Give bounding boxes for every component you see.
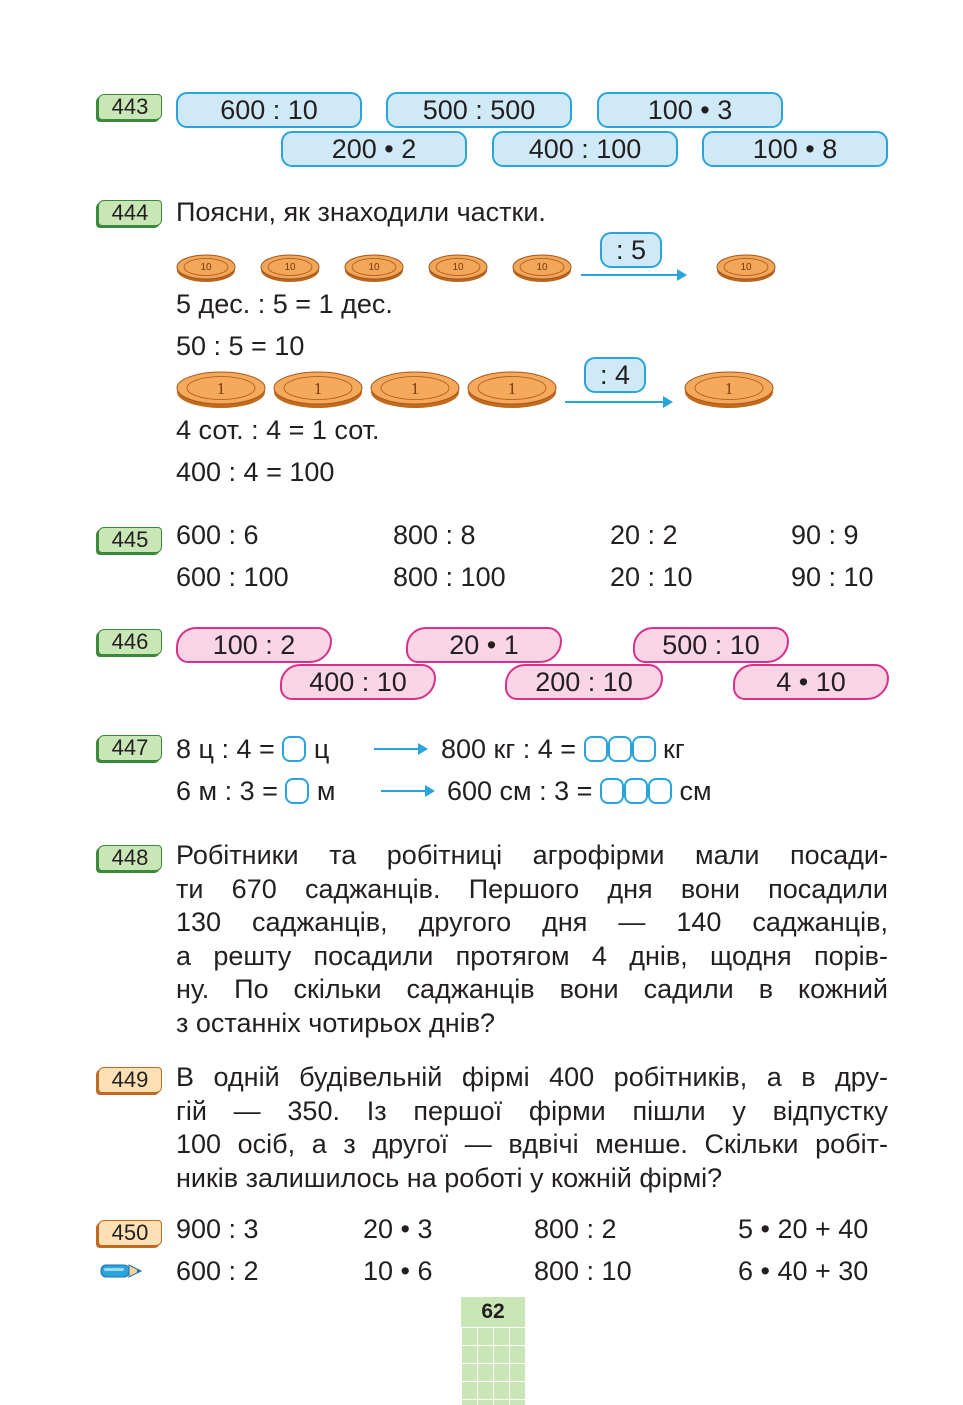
svg-text:10: 10 <box>284 262 296 273</box>
arrow-right-icon <box>381 790 433 792</box>
svg-text:10: 10 <box>368 262 380 273</box>
conversion-row-1 <box>176 733 329 765</box>
expression-text: 20 • 3 <box>363 1214 433 1244</box>
expression-box: 200 • 2 <box>281 131 467 167</box>
coin-10-icon <box>512 253 572 283</box>
word-problem-449 <box>176 1061 888 1195</box>
conversion-row-1b <box>441 733 685 765</box>
operation-box: : 4 <box>584 357 646 393</box>
coin-10-icon <box>428 253 488 283</box>
expression-text: 90 : 10 <box>791 562 874 592</box>
expression-text: 800 : 10 <box>534 1256 632 1286</box>
answer-box[interactable] <box>600 778 624 804</box>
answer-box[interactable] <box>648 778 672 804</box>
expression-cloud: 20 • 1 <box>406 627 562 663</box>
exercise-number-446: 446 <box>98 629 162 655</box>
problem-line: гій — 350. Із першої фірми пішли у відпустку <box>176 1095 888 1126</box>
unit-text: кг <box>663 734 685 764</box>
expression-cloud: 400 : 10 <box>280 664 436 700</box>
expression-box: 100 • 8 <box>702 131 888 167</box>
expression-box: 100 • 3 <box>597 92 783 128</box>
problem-line: 130 саджанців, другого дня — 140 саджанців, <box>176 907 888 937</box>
coin-1-icon <box>273 369 363 409</box>
instruction-text: Поясни, як знаходили частки. <box>176 197 546 227</box>
answer-box[interactable] <box>632 736 656 762</box>
expression-text: 6 • 40 + 30 <box>738 1256 869 1286</box>
expression-text: 800 : 2 <box>534 1214 617 1244</box>
unit-text: м <box>316 776 336 806</box>
expression-text: 900 : 3 <box>176 1214 259 1244</box>
pencil-icon <box>97 1260 143 1282</box>
equation-text: 8 ц : 4 = <box>176 734 275 764</box>
answer-box[interactable] <box>282 736 306 762</box>
equation-text: 4 сот. : 4 = 1 сот. <box>176 415 380 445</box>
coin-10-icon <box>260 253 320 283</box>
equation-text: 600 см : 3 = <box>447 776 593 806</box>
problem-line: Робітники та робітниці агрофірми мали посади- <box>176 840 888 870</box>
expression-box: 400 : 100 <box>492 131 678 167</box>
arrow-right-icon <box>581 274 685 276</box>
problem-line: а решту посадили протягом 4 днів, щодня порів- <box>176 940 888 971</box>
word-problem-448 <box>176 839 888 1040</box>
conversion-row-2b <box>447 775 712 807</box>
svg-text:1: 1 <box>507 379 517 398</box>
unit-text: см <box>679 776 712 806</box>
exercise-number-448: 448 <box>98 845 162 871</box>
equation-text: 400 : 4 = 100 <box>176 457 335 487</box>
equation-text: 6 м : 3 = <box>176 776 278 806</box>
arrow-right-icon <box>374 748 426 750</box>
exercise-number-443: 443 <box>98 94 162 120</box>
problem-line: ну. По скільки саджанців вони садили в кожний <box>176 974 888 1004</box>
svg-text:10: 10 <box>200 262 212 273</box>
expression-cloud: 4 • 10 <box>733 664 889 700</box>
expression-text: 800 : 8 <box>393 520 476 550</box>
problem-line: ників залишилось на роботі у кожній фірмі? <box>176 1162 723 1193</box>
expression-box: 500 : 500 <box>386 92 572 128</box>
problem-line: В одній будівельній фірмі 400 робітників, а в дру- <box>176 1062 888 1092</box>
coin-1-icon <box>467 369 557 409</box>
svg-text:1: 1 <box>313 379 323 398</box>
expression-cloud: 200 : 10 <box>505 664 663 700</box>
exercise-number-450: 450 <box>98 1220 162 1246</box>
svg-text:1: 1 <box>410 379 420 398</box>
svg-text:1: 1 <box>724 379 734 398</box>
svg-text:10: 10 <box>740 262 752 273</box>
problem-line: з останніх чотирьох днів? <box>176 1007 496 1038</box>
answer-box[interactable] <box>285 778 309 804</box>
page-number: 62 <box>481 1300 505 1323</box>
svg-text:10: 10 <box>536 262 548 273</box>
answer-box[interactable] <box>608 736 632 762</box>
equation-text: 50 : 5 = 10 <box>176 331 305 361</box>
svg-text:10: 10 <box>452 262 464 273</box>
answer-box[interactable] <box>624 778 648 804</box>
coin-1-icon <box>370 369 460 409</box>
expression-text: 20 : 10 <box>610 562 693 592</box>
answer-box[interactable] <box>584 736 608 762</box>
expression-text: 5 • 20 + 40 <box>738 1214 869 1244</box>
expression-cloud: 500 : 10 <box>633 627 789 663</box>
expression-text: 600 : 100 <box>176 562 289 592</box>
expression-box: 600 : 10 <box>176 92 362 128</box>
expression-text: 800 : 100 <box>393 562 506 592</box>
arrow-right-icon <box>565 401 671 403</box>
exercise-number-449: 449 <box>98 1067 162 1093</box>
expression-text: 90 : 9 <box>791 520 859 550</box>
problem-line: ти 670 саджанців. Першого дня вони посадили <box>176 873 888 904</box>
exercise-number-444: 444 <box>98 200 162 226</box>
exercise-number-447: 447 <box>98 735 162 761</box>
expression-cloud: 100 : 2 <box>176 627 332 663</box>
unit-text: ц <box>313 734 330 764</box>
coin-10-icon <box>176 253 236 283</box>
problem-line: 100 осіб, а з другої — вдвічі менше. Скільки робіт- <box>176 1129 888 1159</box>
conversion-row-2 <box>176 775 335 807</box>
svg-text:1: 1 <box>216 379 226 398</box>
exercise-number-445: 445 <box>98 527 162 553</box>
operation-box: : 5 <box>600 232 662 268</box>
expression-text: 600 : 6 <box>176 520 259 550</box>
coin-1-icon <box>684 369 774 409</box>
expression-text: 10 • 6 <box>363 1256 433 1286</box>
page-number-block <box>461 1297 525 1405</box>
expression-text: 600 : 2 <box>176 1256 259 1286</box>
equation-text: 5 дес. : 5 = 1 дес. <box>176 289 393 319</box>
expression-text: 20 : 2 <box>610 520 678 550</box>
coin-1-icon <box>176 369 266 409</box>
coin-10-icon <box>344 253 404 283</box>
equation-text: 800 кг : 4 = <box>441 734 576 764</box>
coin-10-icon <box>716 253 776 283</box>
